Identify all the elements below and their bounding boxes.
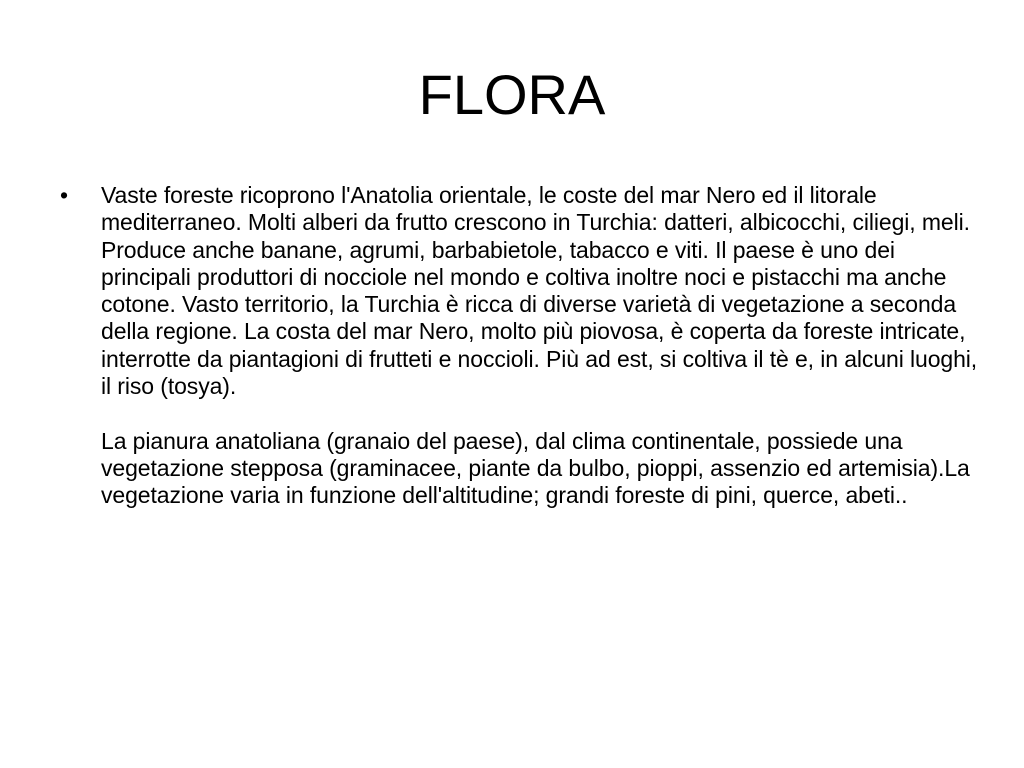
bullet-item xyxy=(58,182,978,510)
bullet-list xyxy=(58,182,978,510)
paragraph-vegetation: Vaste foreste ricoprono l'Anatolia orientale, le coste del mar Nero ed il litorale mediterraneo. Molti alberi da frutto crescono in Turchia: datteri, albicocchi, ciliegi, meli. Produce anche banane, agrumi, barbabietole, tabacco e viti. Il paese è uno dei principali produttori di nocciole nel mondo e coltiva inoltre noci e pistacchi ma anche cotone. Vasto territorio, la Turchia è ricca di diverse varietà di vegetazione a seconda della regione. La costa del mar Nero, molto più piovosa, è coperta da foreste intricate, interrotte da piantagioni di frutteti e noccioli. Più ad est, si coltiva il tè e, in alcuni luoghi, il riso (tosya). xyxy=(101,182,978,400)
bullet-icon: • xyxy=(60,182,68,208)
paragraph-anatolian-plain: La pianura anatoliana (granaio del paese), dal clima continentale, possiede una vegetazione stepposa (graminacee, piante da bulbo, pioppi, assenzio ed artemisia).La vegetazione varia in funzione dell'altitudine; grandi foreste di pini, querce, abeti.. xyxy=(101,427,970,509)
slide-title: FLORA xyxy=(418,63,606,126)
